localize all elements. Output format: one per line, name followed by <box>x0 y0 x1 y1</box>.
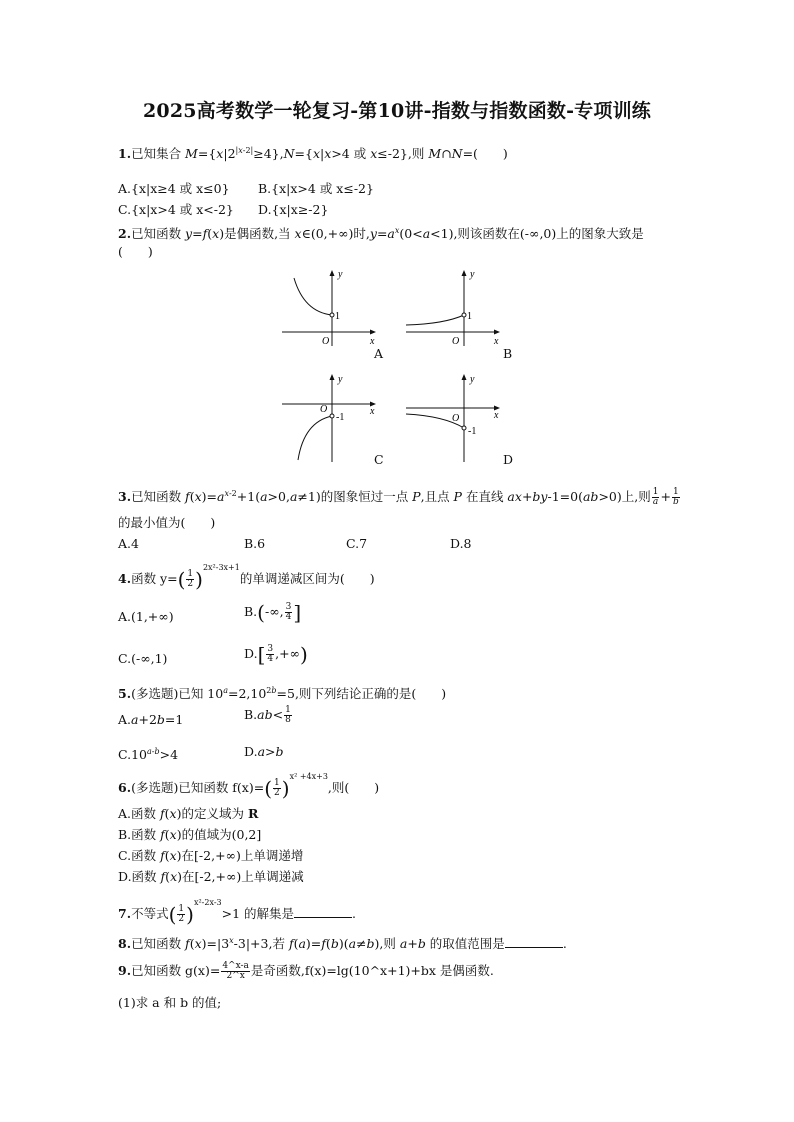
mark-label: -1 <box>336 412 345 423</box>
origin-label: O <box>320 404 328 415</box>
q6-option-c: C.函数 f(x)在[-2,+∞)上单调递增 <box>118 848 304 863</box>
x-axis-label: x <box>494 410 499 421</box>
question-2-stem-cont: ( ) <box>118 244 153 259</box>
mark-label: -1 <box>468 426 477 437</box>
q6-option-b: B.函数 f(x)的值域为(0,2] <box>118 827 262 842</box>
q1-option-d: D.{x|x≥-2} <box>258 202 329 217</box>
q3-option-b: B.6 <box>244 536 266 551</box>
q5-option-d: D.a>b <box>244 744 284 759</box>
graph-b <box>404 268 504 348</box>
question-4-stem: 4.函数 y=( $\frac{1}{2}$ )$^{2x^2-3x+1}$的单调递减区间为( ) <box>118 563 375 592</box>
y-axis-label: y <box>470 269 475 280</box>
question-3-stem: 3.已知函数 $f(x)=a^{x-2}+1(a>0,a\ne 1)$的图象恒过一点 P,且点 P 在直线 ax+by-1=0(ab>0)上,则 $\frac{1}{a}$ + $\frac{1}{b}$ <box>118 487 679 508</box>
x-axis-label: x <box>370 406 375 417</box>
origin-label: O <box>322 336 330 347</box>
q5-option-c: $C.10^{a-b}>4$ <box>118 747 179 763</box>
origin-label: O <box>452 336 460 347</box>
answer-blank[interactable] <box>294 905 352 918</box>
question-7-stem: 7.不等式( $\frac{1}{2}$ )$^{x^2-2x-3}$>1 的解集是 . <box>118 898 357 927</box>
x-axis-label: x <box>494 336 499 347</box>
q3-option-a: A.4 <box>118 536 139 551</box>
y-axis-label: y <box>338 269 343 280</box>
question-8-stem: 8.已知函数 $f(x)=|3^x-3|+3$,若 f(a)=f(b)(a≠b),则 a+b 的取值范围是 . <box>118 936 567 952</box>
graph-d <box>404 372 504 464</box>
q1-option-b: B.{x|x>4 或 x≤-2} <box>258 181 374 196</box>
question-2-stem: 2.已知函数 y=f(x)是偶函数,当 x∈(0,+∞)时$,y=a^x(0<a<1)$,则该函数在(-∞,0)上的图象大致是 <box>118 226 644 242</box>
question-1-stem: 1.已知集合 $M=\{x|2^{|x-2|}\ge 4\},N=\{x|x>4$ 或 x≤-2},则 M∩N=( ) <box>118 146 508 162</box>
question-9-sub-1: (1)求 a 和 b 的值; <box>118 995 222 1010</box>
q4-option-d: D.[ $\frac{3}{4}$ ,+∞) <box>244 642 308 667</box>
page-title: 2025高考数学一轮复习-第10讲-指数与指数函数-专项训练 <box>143 100 651 122</box>
graph-d-label: D <box>503 452 514 467</box>
question-9-stem: 9.已知函数 g(x)= $\frac{4\^{}x-a}{2\^{}x}$ 是奇函数,f(x)=lg(10^x+1)+bx 是偶函数. <box>118 961 494 981</box>
q6-option-d: D.函数 f(x)在[-2,+∞)上单调递减 <box>118 869 304 884</box>
graph-c-label: C <box>374 452 384 467</box>
q5-option-b: B.ab< $\frac{1}{8}$ <box>244 705 291 725</box>
graph-c <box>280 372 380 464</box>
q1-option-a: A.{x|x≥4 或 x≤0} <box>118 181 230 196</box>
question-5-stem: 5.(多选题)已知 $10^a=2,10^{2b}=5$,则下列结论正确的是( ) <box>118 686 447 702</box>
q3-option-d: D.8 <box>450 536 472 551</box>
question-3-stem-cont: 的最小值为( ) <box>118 515 216 530</box>
y-axis-label: y <box>338 374 343 385</box>
x-axis-label: x <box>370 336 375 347</box>
mark-label: 1 <box>467 311 472 322</box>
q6-option-a: A.函数 f(x)的定义域为 R <box>118 806 259 821</box>
question-6-stem: 6.(多选题)已知函数 f(x)=( $\frac{1}{2}$ )$^{x^2 +4x+3}$,则( ) <box>118 772 380 801</box>
origin-label: O <box>452 413 460 424</box>
graph-a-label: A <box>374 346 384 361</box>
graph-b-label: B <box>503 346 513 361</box>
q5-option-a: A.a+2b=1 <box>118 712 184 727</box>
y-axis-label: y <box>470 374 475 385</box>
q4-option-a: A.(1,+∞) <box>118 609 174 624</box>
answer-blank[interactable] <box>505 935 563 948</box>
q4-option-b: B.(-∞, $\frac{3}{4}$ ] <box>244 600 302 625</box>
mark-label: 1 <box>335 311 340 322</box>
q4-option-c: C.(-∞,1) <box>118 651 168 666</box>
q3-option-c: C.7 <box>346 536 368 551</box>
q1-option-c: C.{x|x>4 或 x<-2} <box>118 202 234 217</box>
graph-a <box>280 268 380 348</box>
